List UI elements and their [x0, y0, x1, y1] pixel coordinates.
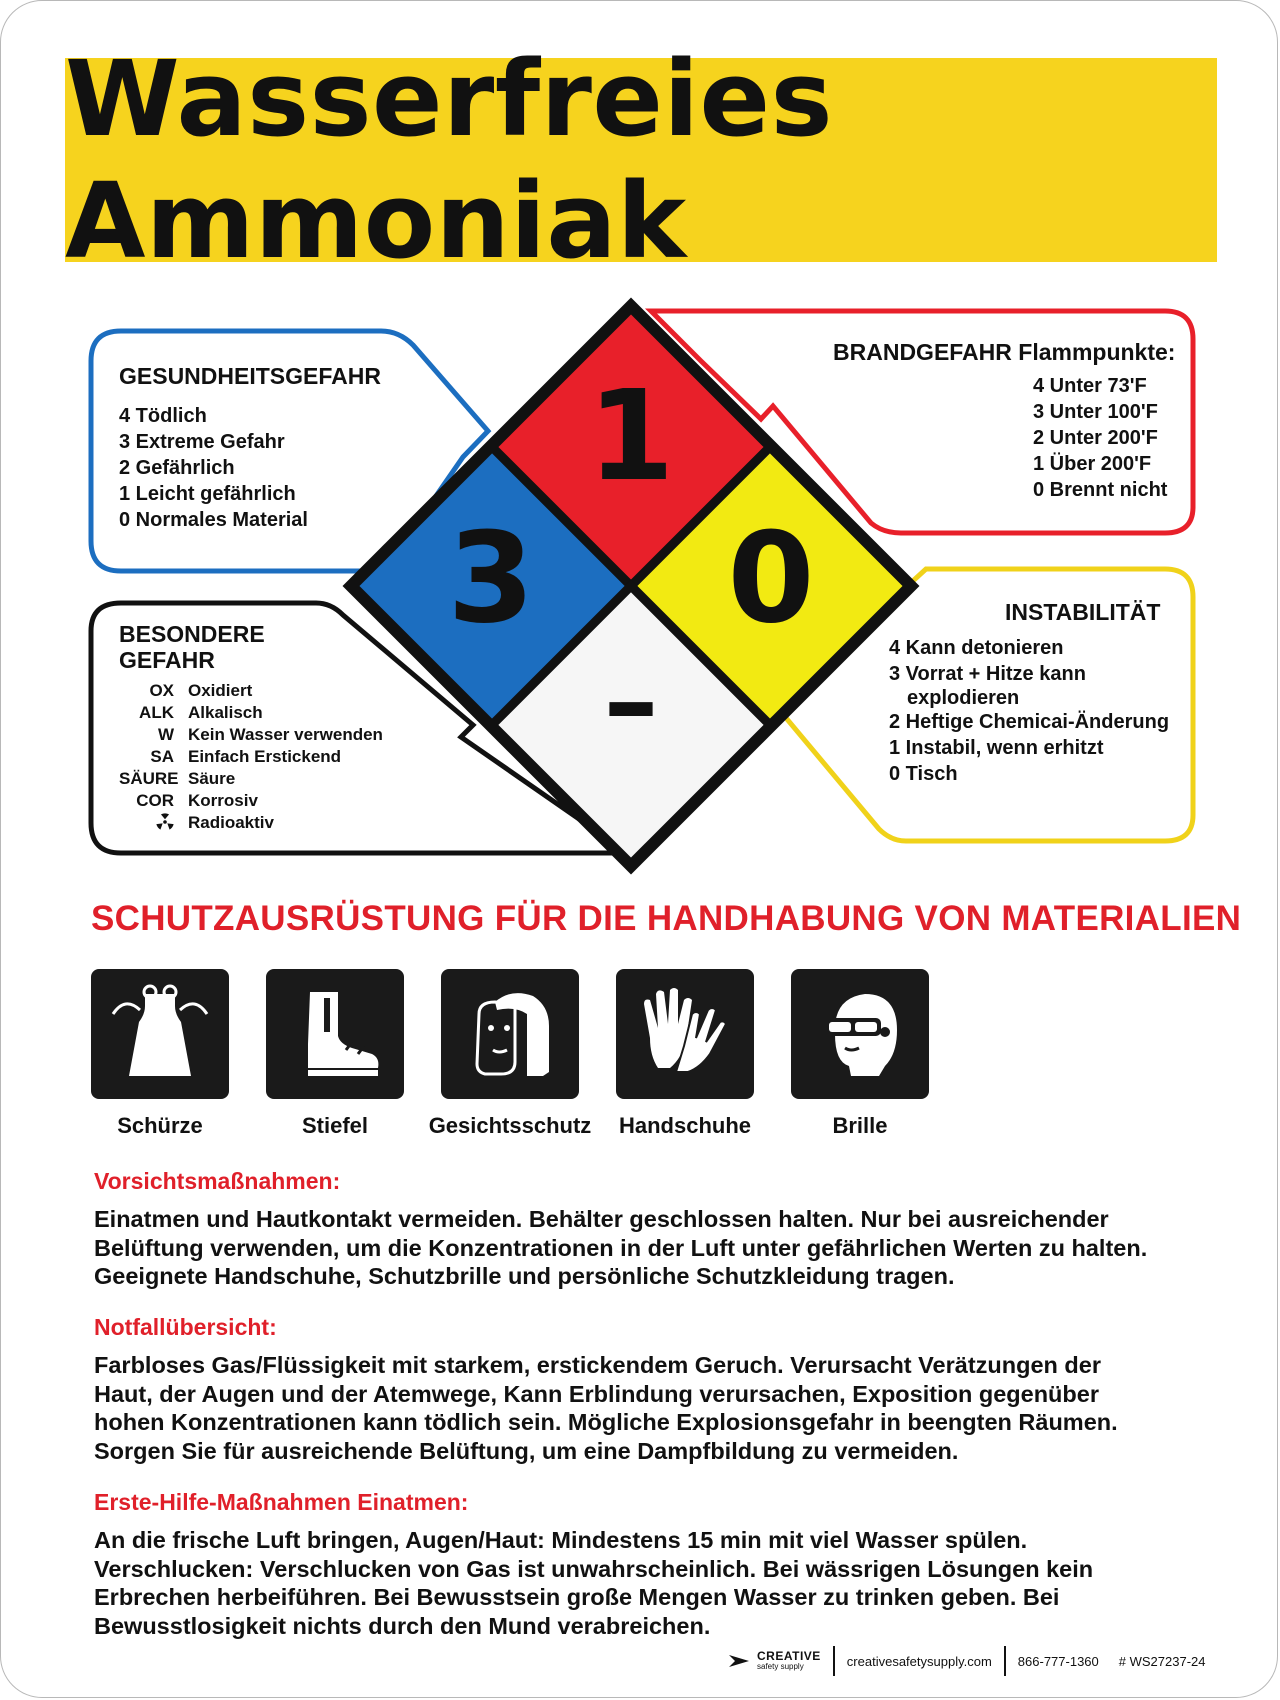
first-aid-body: An die frische Luft bringen, Augen/Haut: Mindestens 15 min mit viel Wasser spülen. Verschlucken: Verschlucken von Gas ist unwahrscheinlich. Bei wässrigen Lösungen kein Erbrechen herbeiführen. Bei Bewusstsein große Mengen Wasser zu trinken geben. Bei Bewusstlosigkeit nichts durch den Mund verabreichen. [94, 1527, 1094, 1639]
health-level-1: 1 Leicht gefährlich [119, 483, 296, 506]
ppe-item-goggles [772, 969, 948, 1139]
face-shield-icon [441, 969, 579, 1099]
special-row: Radioaktiv [119, 812, 383, 834]
health-level-3: 3 Extreme Gefahr [119, 431, 285, 454]
instability-heading: INSTABILITÄT [1005, 599, 1161, 625]
footer-website: creativesafetysupply.com [846, 1653, 992, 1669]
ppe-label-gloves: Handschuhe [618, 1113, 752, 1138]
goggles-icon [791, 969, 929, 1099]
fire-rating: 1 [587, 364, 675, 509]
instability-level-1: 1 Instabil, wenn erhitzt [889, 737, 1104, 760]
instability-level-3-cont: explodieren [907, 687, 1020, 710]
ppe-label-boot: Stiefel [301, 1113, 369, 1138]
footer [727, 1643, 1206, 1679]
precautions-body: Einatmen und Hautkontakt vermeiden. Behälter geschlossen halten. Nur bei ausreichender Belüftung verwenden, um die Konzentrationen in der Luft unter gefährlichen Werten zu halten. Geeignete Handschuhe, Schutzbrille und persönliche Schutzkleidung tragen. [94, 1206, 1148, 1289]
instability-level-4: 4 Kann detonieren [889, 637, 1064, 660]
instability-level-3: 3 Vorrat + Hitze kann [889, 663, 1086, 686]
instability-panel [889, 599, 1169, 787]
special-row: OX Oxidiert [149, 680, 253, 700]
ppe-label-face-shield: Gesichtsschutz [428, 1113, 592, 1138]
ppe-item-boot [247, 969, 423, 1139]
ppe-item-gloves [597, 969, 773, 1139]
fire-level-1: 1 Über 200'F [1033, 453, 1152, 476]
ppe-label-goggles: Brille [832, 1113, 888, 1138]
fire-panel [833, 339, 1175, 503]
footer-divider [1004, 1646, 1006, 1676]
fire-level-3: 3 Unter 100'F [1033, 401, 1158, 424]
health-panel [119, 363, 381, 533]
footer-phone: 866-777-1360 [1017, 1653, 1099, 1669]
precautions-heading: Vorsichtsmaßnahmen: [94, 1168, 341, 1194]
instability-level-2: 2 Heftige Chemicai-Änderung [889, 711, 1170, 734]
fire-level-2: 2 Unter 200'F [1033, 427, 1158, 450]
special-row: SA Einfach Erstickend [150, 746, 342, 766]
ppe-heading: SCHUTZAUSRÜSTUNG FÜR DIE HANDHABUNG VON MATERIALIEN [91, 899, 1242, 938]
health-heading: GESUNDHEITSGEFAHR [119, 363, 381, 389]
fire-heading: BRANDGEFAHR Flammpunkte: [833, 339, 1176, 365]
special-row: COR Korrosiv [136, 790, 258, 810]
fire-level-4: 4 Unter 73'F [1033, 375, 1147, 398]
special-rating: – [603, 637, 659, 765]
apron-icon [91, 969, 229, 1099]
brand-mark-icon [727, 1653, 751, 1669]
footer-divider [833, 1646, 835, 1676]
first-aid-heading: Erste-Hilfe-Maßnahmen Einatmen: [94, 1489, 469, 1515]
emergency-heading: Notfallübersicht: [94, 1314, 277, 1340]
special-heading-1: BESONDERE [119, 621, 265, 647]
special-panel [119, 621, 383, 834]
brand-logo: CREATIVE safety supply [727, 1651, 821, 1671]
special-row: ALK Alkalisch [139, 702, 263, 722]
instability-level-0: 0 Tisch [889, 763, 958, 786]
instability-rating: 0 [727, 506, 815, 651]
health-level-4: 4 Tödlich [119, 405, 207, 428]
special-row: W Kein Wasser verwenden [157, 724, 383, 744]
special-row: SÄURE Säure [119, 768, 236, 788]
radiation-icon [119, 812, 174, 834]
ppe-item-face-shield [422, 969, 598, 1139]
boot-icon [266, 969, 404, 1099]
footer-product-code: # WS27237-24 [1118, 1653, 1206, 1669]
sign-title: Wasserfreies Ammoniak [65, 38, 833, 282]
ppe-item-apron [72, 969, 248, 1139]
ppe-label-apron: Schürze [117, 1113, 203, 1138]
special-heading-2: GEFAHR [119, 647, 215, 674]
health-level-2: 2 Gefährlich [119, 457, 235, 480]
emergency-body: Farbloses Gas/Flüssigkeit mit starkem, erstickendem Geruch. Verursacht Verätzungen der Haut, der Augen und der Atemwege, Kann Erblindung verursachen, Exposition gegenüber hohen Konzentrationen kann tödlich sein. Mögliche Explosionsgefahr in beengten Räumen. Sorgen Sie für ausreichende Belüftung, um eine Dampfbildung zu vermeiden. [94, 1352, 1118, 1464]
gloves-icon [616, 969, 754, 1099]
health-level-0: 0 Normales Material [119, 509, 308, 532]
fire-level-0: 0 Brennt nicht [1033, 479, 1168, 502]
health-rating: 3 [447, 506, 535, 651]
